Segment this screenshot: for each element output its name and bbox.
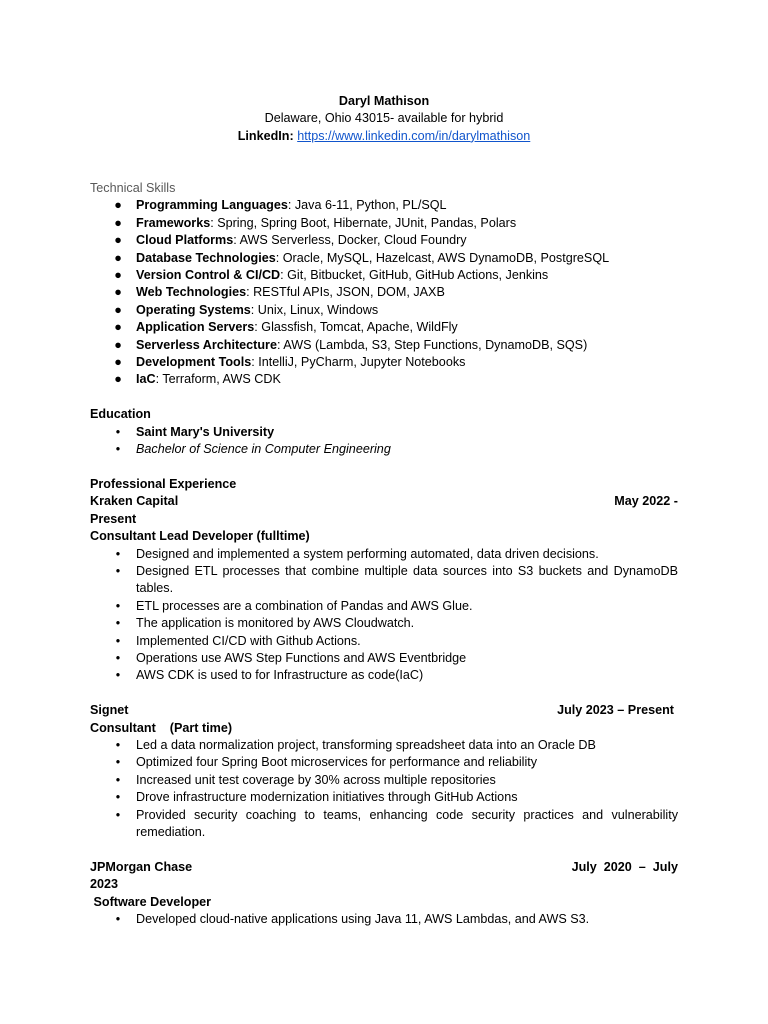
job-entry <box>90 859 678 929</box>
bullet-icon: • <box>115 755 121 770</box>
bullet-icon: ● <box>114 337 122 352</box>
list-item: ● Database Technologies: Oracle, MySQL, Hazelcast, AWS DynamoDB, PostgreSQL <box>90 250 678 267</box>
bullet-icon: • <box>115 650 121 665</box>
bullet-icon: ● <box>114 268 122 283</box>
bullet-icon: • <box>115 807 121 822</box>
bullet-icon: • <box>115 912 121 926</box>
job-dates-continued: Present <box>90 511 137 526</box>
list-item: • AWS CDK is used to for Infrastructure as code(IaC) <box>90 667 678 684</box>
list-item: • Drove infrastructure modernization initiatives through GitHub Actions <box>90 789 678 806</box>
job-role: Software Developer <box>90 894 212 909</box>
bullet-icon: ● <box>114 320 122 335</box>
job-entry <box>90 702 678 841</box>
list-item: • Operations use AWS Step Functions and AWS Eventbridge <box>90 650 678 667</box>
job-dates: July 2020 – July <box>571 859 678 874</box>
list-item: ● Web Technologies: RESTful APIs, JSON, DOM, JAXB <box>90 284 678 301</box>
candidate-location: Delaware, Ohio 43015- available for hybrid <box>264 111 504 126</box>
list-item: • Optimized four Spring Boot microservices for performance and reliability <box>90 754 678 771</box>
education-heading: Education <box>90 407 151 422</box>
job-bullets <box>90 737 678 841</box>
bullet-icon: • <box>115 598 121 613</box>
list-item: ● Cloud Platforms: AWS Serverless, Docker, Cloud Foundry <box>90 232 678 249</box>
list-item <box>90 424 678 441</box>
bullet-icon: • <box>115 737 121 752</box>
list-item: ● Serverless Architecture: AWS (Lambda, S3, Step Functions, DynamoDB, SQS) <box>90 337 678 354</box>
list-item: ● Frameworks: Spring, Spring Boot, Hibernate, JUnit, Pandas, Polars <box>90 215 678 232</box>
bullet-icon: ● <box>114 250 122 265</box>
list-item: • Increased unit test coverage by 30% across multiple repositories <box>90 772 678 789</box>
resume-content <box>90 93 678 928</box>
skills-list <box>90 197 678 388</box>
company-name: Signet <box>90 703 129 718</box>
company-name: JPMorgan Chase <box>90 859 193 874</box>
bullet-icon: • <box>115 668 121 683</box>
list-item <box>90 441 678 458</box>
job-dates-continued: 2023 <box>90 877 119 892</box>
bullet-icon: ● <box>114 355 122 370</box>
list-item: ● Operating Systems: Unix, Linux, Windows <box>90 302 678 319</box>
bullet-icon: ● <box>114 285 122 300</box>
list-item: • Designed ETL processes that combine multiple data sources into S3 buckets and DynamoDB tables. <box>90 563 678 598</box>
bullet-icon: • <box>115 616 121 631</box>
bullet-icon: • <box>115 772 121 787</box>
education-list <box>90 424 678 459</box>
degree-name: Bachelor of Science in Computer Engineering <box>136 442 391 457</box>
school-name: Saint Mary's University <box>136 424 275 439</box>
bullet-icon: ● <box>114 302 122 317</box>
list-item: ● IaC: Terraform, AWS CDK <box>90 371 678 388</box>
job-role: Consultant (Part time) <box>90 720 233 735</box>
list-item: • Provided security coaching to teams, enhancing code security practices and vulnerability remediation. <box>90 807 678 842</box>
list-item: ● Version Control & CI/CD: Git, Bitbucket, GitHub, GitHub Actions, Jenkins <box>90 267 678 284</box>
bullet-icon: ● <box>114 198 122 213</box>
company-name: Kraken Capital <box>90 494 179 509</box>
bullet-icon: ● <box>114 215 122 230</box>
job-bullets <box>90 546 678 685</box>
list-item: ● Development Tools: IntelliJ, PyCharm, Jupyter Notebooks <box>90 354 678 371</box>
bullet-icon: • <box>115 563 121 578</box>
list-item: • Designed and implemented a system performing automated, data driven decisions. <box>90 546 678 563</box>
job-entry <box>90 493 678 684</box>
skills-heading: Technical Skills <box>90 181 176 195</box>
bullet-icon: • <box>115 790 121 805</box>
bullet-icon: • <box>115 442 121 457</box>
list-item: • Led a data normalization project, transforming spreadsheet data into an Oracle DB <box>90 737 678 754</box>
list-item: • The application is monitored by AWS Cloudwatch. <box>90 615 678 632</box>
list-item: • Developed cloud-native applications using Java 11, AWS Lambdas, and AWS S3. <box>90 911 678 928</box>
list-item: • ETL processes are a combination of Pandas and AWS Glue. <box>90 598 678 615</box>
list-item: ● Programming Languages: Java 6-11, Python, PL/SQL <box>90 197 678 214</box>
job-role: Consultant Lead Developer (fulltime) <box>90 529 310 544</box>
bullet-icon: • <box>115 633 121 648</box>
bullet-icon: • <box>115 424 121 439</box>
linkedin-label: LinkedIn <box>237 128 290 143</box>
job-dates: May 2022 - <box>614 494 678 509</box>
list-item: • Implemented CI/CD with Github Actions. <box>90 633 678 650</box>
linkedin-line: LinkedIn: https://www.linkedin.com/in/darylmathison <box>237 128 531 143</box>
bullet-icon: ● <box>114 372 122 387</box>
job-dates: July 2023 – Present <box>557 703 674 718</box>
bullet-icon: ● <box>114 233 122 248</box>
linkedin-link[interactable]: https://www.linkedin.com/in/darylmathison <box>297 128 531 143</box>
job-bullets <box>90 911 678 928</box>
list-item: ● Application Servers: Glassfish, Tomcat, Apache, WildFly <box>90 319 678 336</box>
candidate-name: Daryl Mathison <box>338 94 430 108</box>
bullet-icon: • <box>115 546 121 561</box>
experience-heading: Professional Experience <box>90 476 237 491</box>
